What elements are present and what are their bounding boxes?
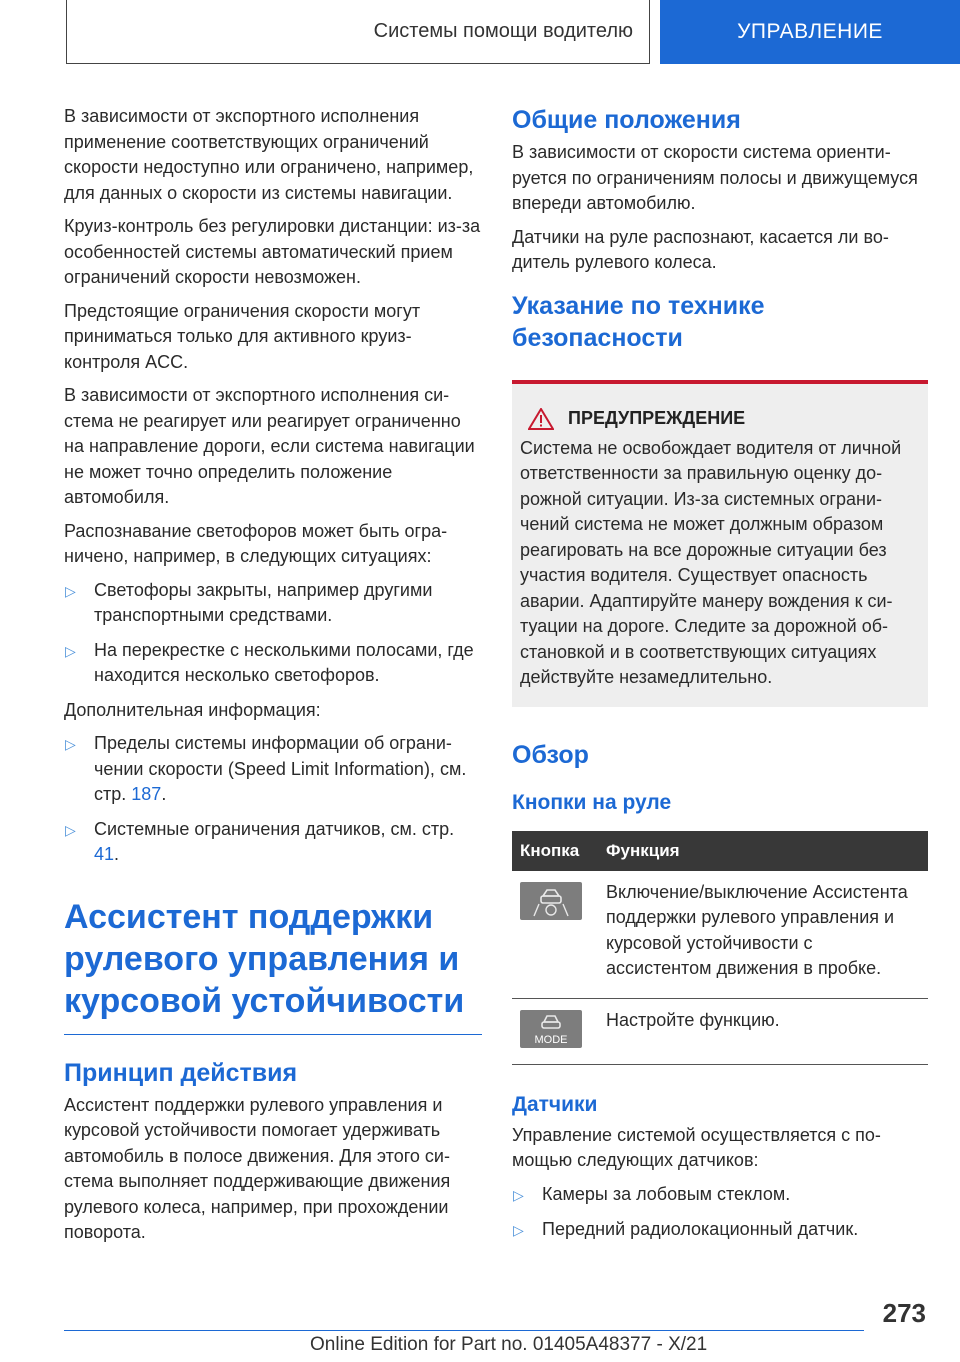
- table-cell-function: Настройте функцию.: [598, 998, 928, 1064]
- traffic-light-list: [64, 578, 482, 689]
- paragraph: В зависимости от экспортного исполнения применение соответствующих ограничений скорости недоступно или ограничено, например, для данных о скорости из системы навигации.: [64, 106, 474, 203]
- list-item: [512, 1217, 928, 1244]
- header-chapter[interactable]: [660, 0, 960, 64]
- list-item-text: Светофоры закрыты, например другими транспортными средствами.: [94, 579, 433, 625]
- right-column: [512, 104, 928, 1253]
- safety-heading: Указание по технике безопасности: [512, 291, 765, 352]
- column-header-button: Кнопка: [512, 831, 598, 871]
- buttons-table: [512, 831, 928, 1065]
- triangle-bullet-icon: ▷: [513, 1222, 524, 1238]
- buttons-heading: Кнопки на руле: [512, 790, 672, 814]
- section-title: Ассистент поддержки рулевого управления и курсовой устойчивости: [64, 896, 482, 1035]
- list-item: [64, 578, 482, 629]
- warning-header: [520, 408, 920, 430]
- table-header-row: [512, 831, 928, 871]
- table-cell-function: Включение/выключение Ассистента поддержки рулевого управления и курсовой устойчивости с ассистентом движения в пробке.: [598, 871, 928, 999]
- paragraph: Датчики на руле распознают, касается ли водитель рулевого колеса.: [512, 226, 889, 272]
- paragraph: Управление системой осуществляется с помощью следующих датчиков:: [512, 1124, 881, 1170]
- more-info-list: [64, 731, 482, 868]
- paragraph: Дополнительная информация:: [64, 699, 321, 720]
- sensors-heading: Датчики: [512, 1092, 598, 1116]
- mode-label: MODE: [534, 1033, 568, 1046]
- table-row: [512, 871, 928, 999]
- principle-heading: Принцип действия: [64, 1058, 298, 1087]
- table-cell-button: [512, 871, 598, 999]
- mode-button-icon: [520, 1010, 582, 1048]
- page-link-187[interactable]: 187: [131, 784, 162, 804]
- paragraph: В зависимости от экспортного исполнения система не реагирует или реагирует ограниченно на направление дороги, если система навигации не может точно определить положение автомобиля.: [64, 385, 475, 507]
- header-section-title: Системы помощи водителю: [373, 20, 633, 42]
- steering-assist-button-icon: [520, 882, 582, 920]
- list-item: [64, 817, 482, 868]
- footer-divider: [64, 1330, 864, 1331]
- list-item-text: Передний радиолокационный датчик.: [542, 1219, 859, 1239]
- left-column: [64, 104, 482, 1254]
- table-row: [512, 998, 928, 1064]
- list-item-text: Камеры за лобовым стеклом.: [542, 1183, 791, 1204]
- warning-triangle-icon: [528, 408, 554, 430]
- overview-heading: Обзор: [512, 740, 589, 769]
- list-item: [64, 638, 482, 689]
- footer-edition: Online Edition for Part no. 01405A48377 - X/21: [310, 1334, 708, 1355]
- list-item-text: [94, 817, 482, 868]
- header-section: [66, 0, 650, 64]
- list-item-text-main: Системные ограничения датчиков, см. стр.: [94, 818, 455, 839]
- triangle-bullet-icon: ▷: [65, 582, 76, 599]
- triangle-bullet-icon: ▷: [65, 736, 76, 752]
- triangle-bullet-icon: ▷: [513, 1186, 524, 1203]
- paragraph: Ассистент поддержки рулевого управления и курсовой устойчивости помогает удерживать автомобиль в полосе движения. Для этого система выполняет поддерживающие движения рулевого колеса, например, при прохождении поворота.: [64, 1094, 451, 1242]
- page-link-41[interactable]: 41: [94, 844, 115, 864]
- warning-title: ПРЕДУПРЕЖДЕНИЕ: [568, 408, 746, 428]
- list-item-text: На перекрестке с несколькими полосами, где находится несколько светофоров.: [94, 639, 474, 685]
- list-item-text-end: .: [161, 784, 167, 804]
- paragraph: Круиз-контроль без регулировки дистанции: из-за особенностей системы автоматический прием ограничений скорости невозможен.: [64, 216, 481, 287]
- page-number: 273: [882, 1298, 926, 1328]
- column-header-function: Функция: [598, 831, 928, 871]
- header-chapter-title: УПРАВЛЕНИЕ: [737, 20, 883, 43]
- list-item-text-end: .: [114, 844, 120, 864]
- sensors-list: [512, 1182, 928, 1244]
- triangle-bullet-icon: ▷: [65, 821, 76, 838]
- paragraph: Предстоящие ограничения скорости могут приниматься только для активного круиз-контроля ACC.: [64, 300, 421, 372]
- warning-text: Система не освобождает водителя от личной ответственности за правильную оценку дорожной ситуации. Из-за системных ограничений система не может должным образом реагировать на все дорожные ситуации без участия водителя. Существует опасность аварии. Адаптируйте манеру вождения к ситуации на дороге. Следите за дорожной обстановкой и в соответствующих ситуациях действуйте незамедлительно.: [520, 437, 902, 687]
- list-item-text-main: Пределы системы информации об ограничении скорости (Speed Limit Information), см. стр.: [94, 733, 467, 804]
- list-item: [64, 731, 482, 808]
- general-heading: Общие положения: [512, 106, 741, 134]
- list-item: [512, 1182, 928, 1209]
- paragraph: Распознавание светофоров может быть ограничено, например, в следующих ситуациях:: [64, 520, 448, 566]
- list-item-text: [94, 731, 482, 808]
- warning-box: [512, 380, 928, 707]
- table-cell-button: [512, 998, 598, 1064]
- paragraph: В зависимости от скорости система ориентируется по ограничениям полосы и движущемуся впереди автомобилю.: [512, 142, 918, 213]
- triangle-bullet-icon: ▷: [65, 642, 76, 659]
